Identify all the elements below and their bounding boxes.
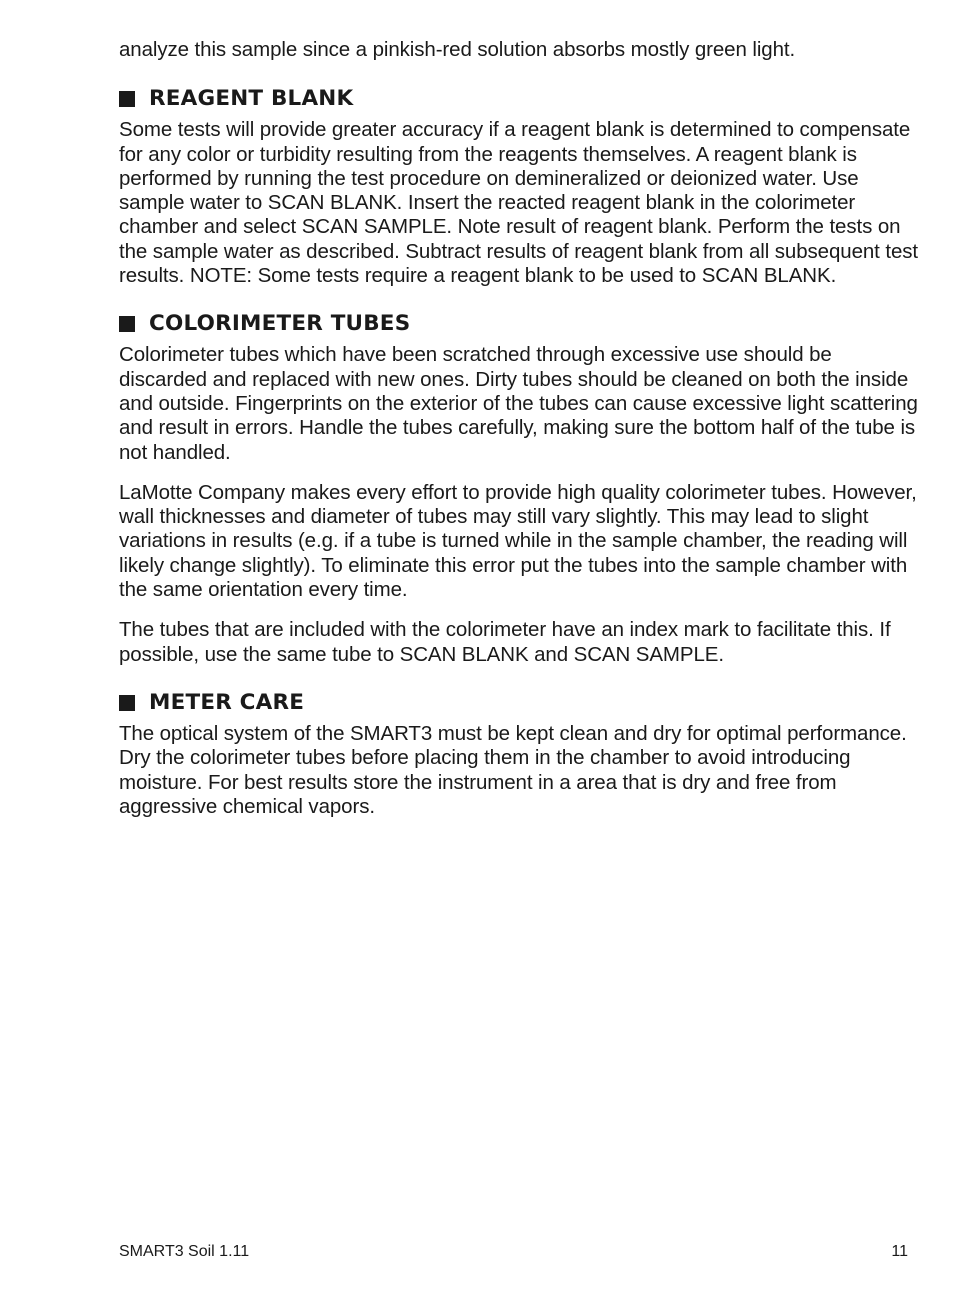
paragraph: The optical system of the SMART3 must be kept clean and dry for optimal performance. Dry the colorimeter tubes before placing them in the chamber to avoid introducing moisture. For best results store the instrument in a area that is dry and free from aggressive chemical vapors. [119,721,907,818]
footer-document-title: SMART3 Soil 1.11 [119,1243,250,1260]
section-heading [119,311,919,337]
paragraph: The tubes that are included with the colorimeter have an index mark to facilitate this. If possible, use the same tube to SCAN BLANK and SCAN SAMPLE. [119,618,891,666]
filled-square-icon [119,91,135,107]
paragraph: Some tests will provide greater accuracy if a reagent blank is determined to compensate for any color or turbidity resulting from the reagents themselves. A reagent blank is performed by running the test procedure on demineralized or deionized water. Use sample water to SCAN BLANK. Insert the reacted reagent blank in the colorimeter chamber and select SCAN SAMPLE. Note result of reagent blank. Perform the tests on the sample water as described. Subtract results of reagent blank from all subsequent test results. NOTE: Some tests require a reagent blank to be used to SCAN BLANK. [119,118,918,288]
section-colorimeter-tubes [119,311,919,667]
intro-paragraph: analyze this sample since a pinkish-red solution absorbs mostly green light. [119,38,796,61]
section-meter-care [119,690,919,819]
section-heading [119,690,919,716]
page-number: 11 [891,1243,908,1260]
page-footer [119,1242,908,1262]
paragraph: LaMotte Company makes every effort to provide high quality colorimeter tubes. However, wall thicknesses and diameter of tubes may still vary slightly. This may lead to slight variations in results (e.g. if a tube is turned while in the sample chamber, the reading will likely change slightly). To eliminate this error put the tubes into the sample chamber with the same orientation every time. [119,480,917,602]
paragraph: Colorimeter tubes which have been scratched through excessive use should be discarded and replaced with new ones. Dirty tubes should be cleaned on both the inside and outside. Fingerprints on the exterior of the tubes can cause excessive light scattering and result in errors. Handle the tubes carefully, making sure the bottom half of the tube is not handled. [119,343,918,464]
section-heading [119,86,919,112]
section-heading-text: REAGENT BLANK [149,86,354,112]
section-reagent-blank [119,86,919,288]
filled-square-icon [119,316,135,332]
section-heading-text: COLORIMETER TUBES [149,311,411,337]
filled-square-icon [119,695,135,711]
section-heading-text: METER CARE [149,689,305,715]
document-page [119,38,919,842]
